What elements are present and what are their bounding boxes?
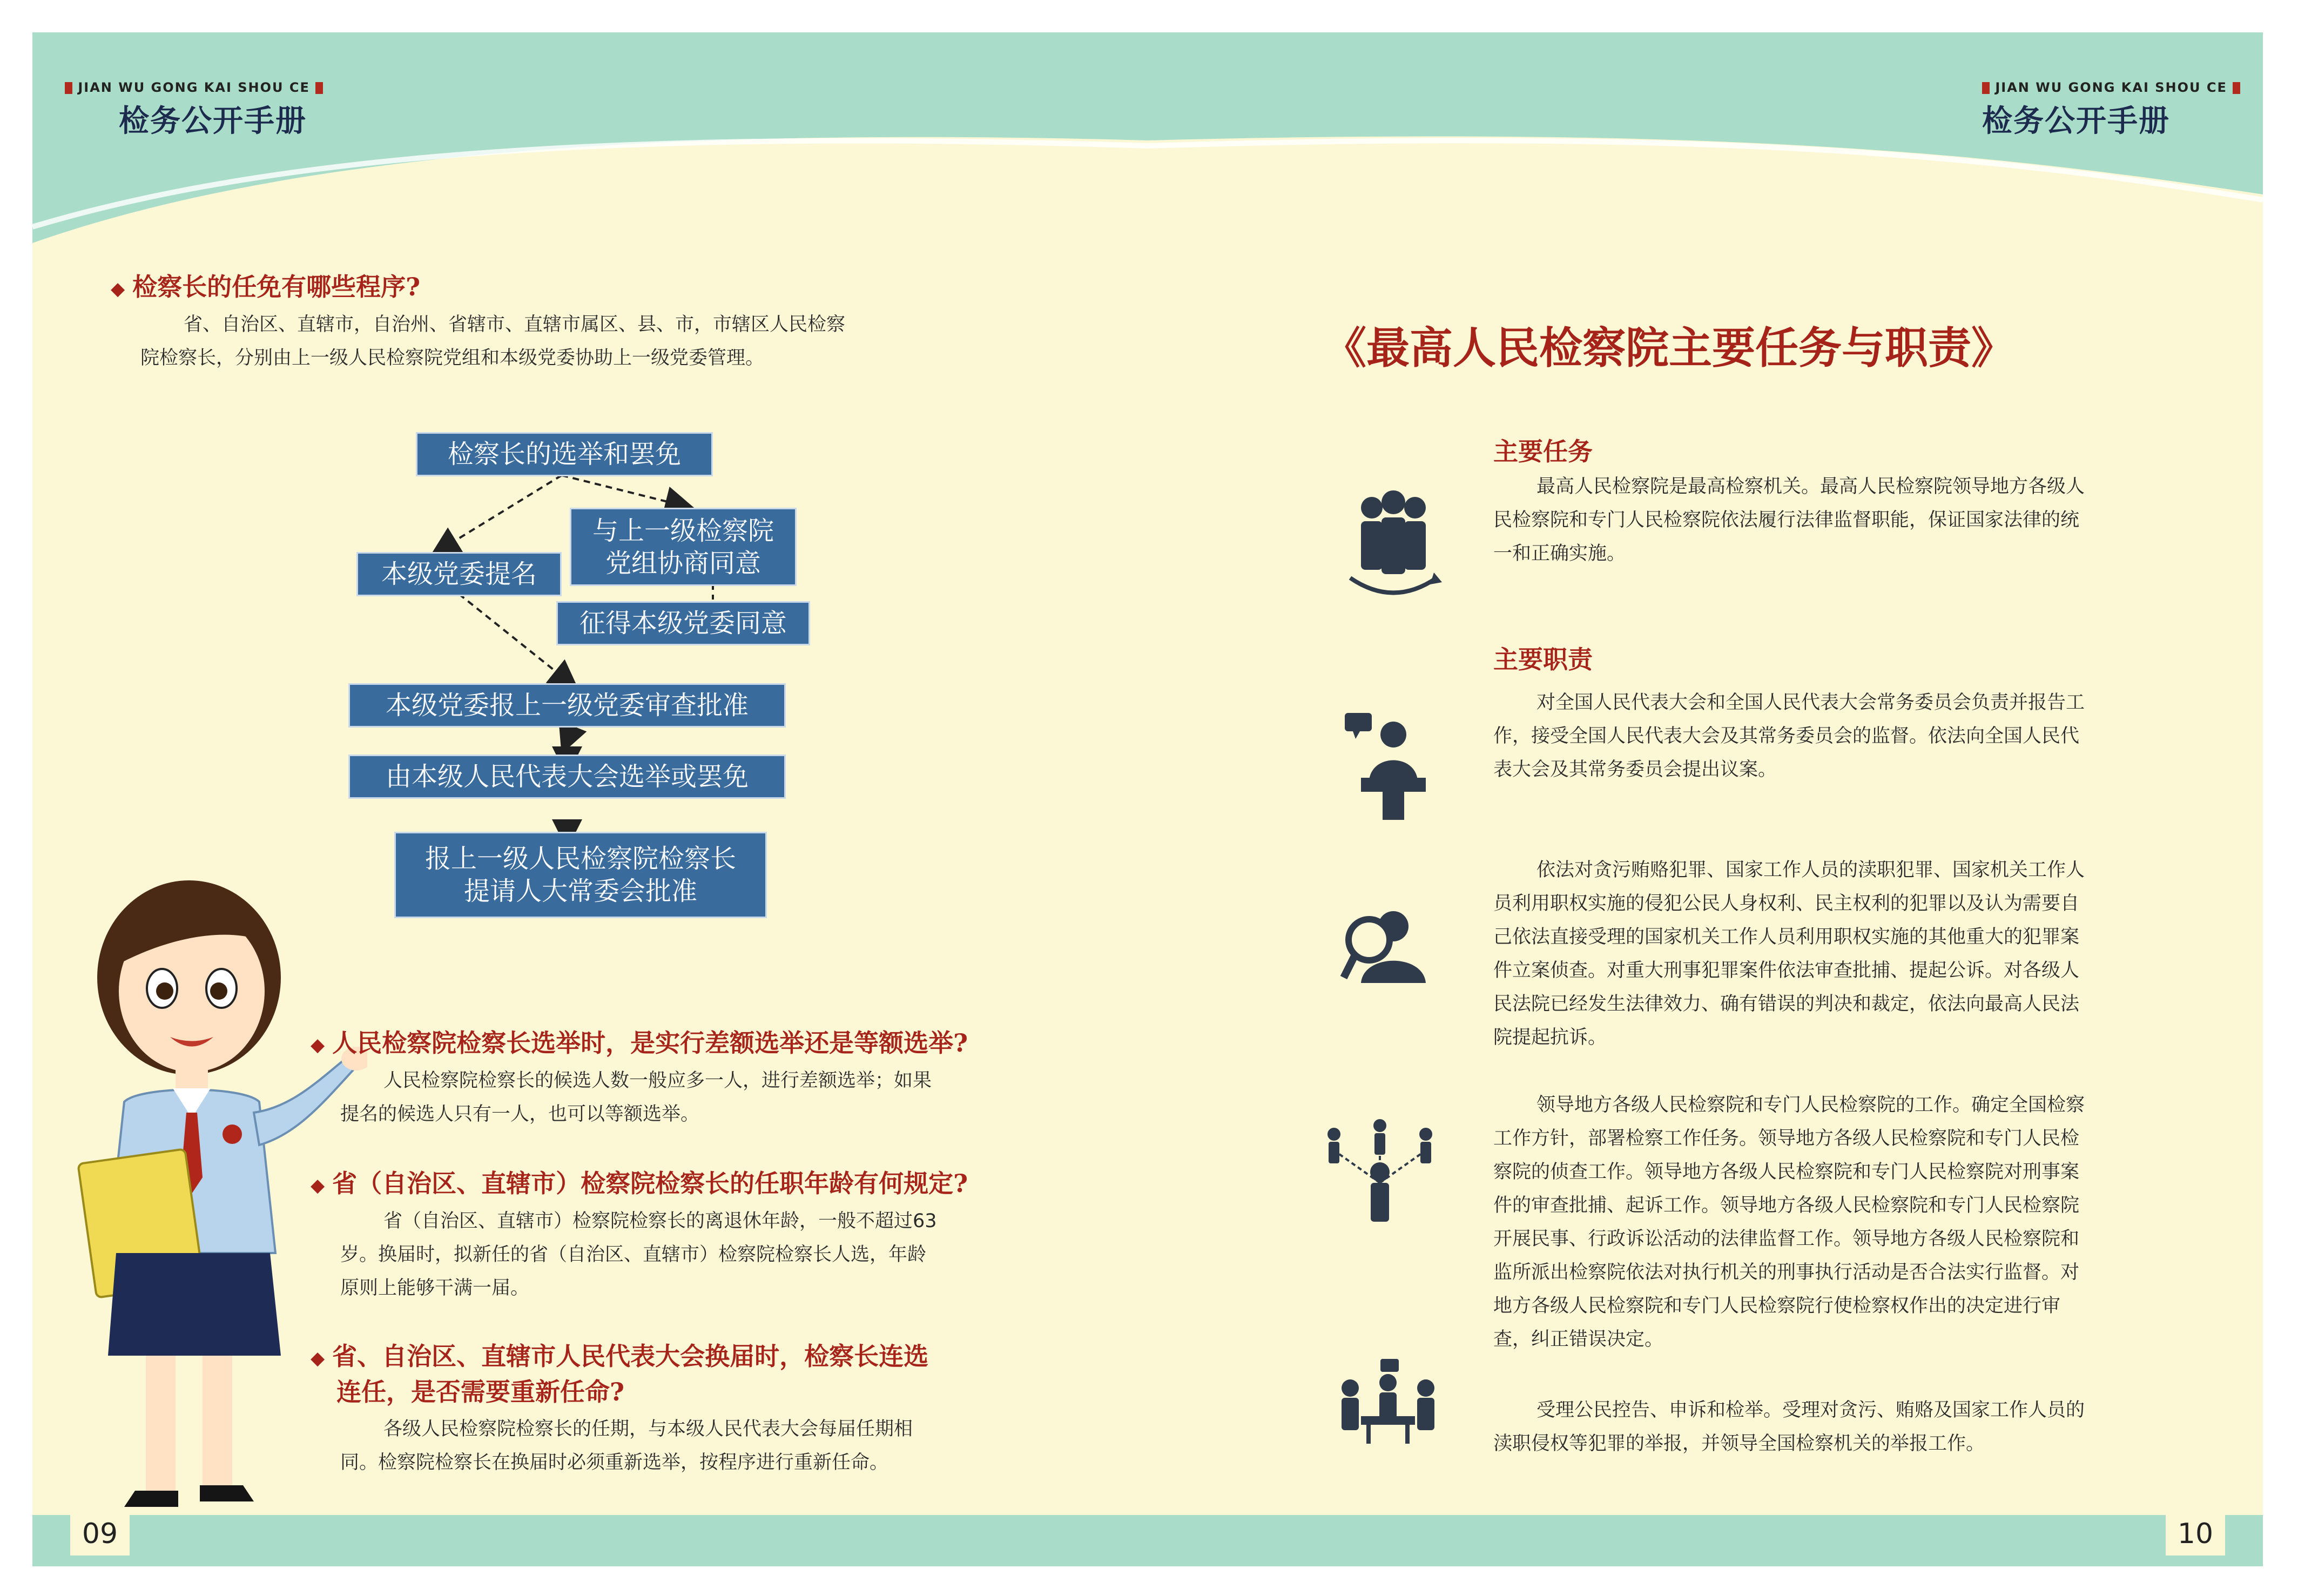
answer-4: 各级人民检察院检察长的任期，与本级人民代表大会每届任期相 同。检察院检察长在换届时必须重新选举，按程序进行重新任命。 xyxy=(340,1418,913,1473)
flow-box-consent: 征得本级党委同意 xyxy=(556,601,810,645)
duty-2-text: 依法对贪污贿赂犯罪、国家工作人员的渎职犯罪、国家机关工作人 员利用职权实施的侵犯公民人身权利、民主权利的犯罪以及认为需要自 己依法直接受理的国家机关工作人员利用职权实施的其他重大的犯罪案 件立案侦查。对重大刑事犯罪案件依法审查批捕、提起公诉。对各级人 民法院已经发生法律效力、确有错误的判决和裁定，依法向最高人民法 院提起抗诉。 xyxy=(1493,859,2085,1048)
question-2: ◆ 人民检察院检察长选举时，是实行差额选举还是等额选举? xyxy=(311,1028,968,1058)
right-page-title: 《最高人民检察院主要任务与职责》 xyxy=(1323,322,2014,373)
duty-4-text: 受理公民控告、申诉和检举。受理对贪污、贿赂及国家工作人员的 渎职侵权等犯罪的举报，并领导全国检察机关的举报工作。 xyxy=(1493,1399,2085,1454)
header-title: 检务公开手册 xyxy=(1982,104,2170,139)
flow-box-election: 检察长的选举和罢免 xyxy=(416,432,713,476)
main-duties-heading: 主要职责 xyxy=(1493,645,1593,674)
header-title: 检务公开手册 xyxy=(119,104,307,139)
header-pinyin: JIAN WU GONG KAI SHOU CE xyxy=(1995,80,2227,95)
question-3: ◆ 省（自治区、直辖市）检察院检察长的任职年龄有何规定? xyxy=(311,1169,968,1198)
flow-box-nomination: 本级党委提名 xyxy=(356,552,562,596)
duty-3-text: 领导地方各级人民检察院和专门人民检察院的工作。确定全国检察 工作方针，部署检察工作任务。领导地方各级人民检察院和专门人民检 察院的侦查工作。领导地方各级人民检察院和专门人民检察院对刑事案 件的审查批捕、起诉工作。领导地方各级人民检察院和专门人民检察院 开展民事、行政诉讼活动的法律监督工作。领导地方各级人民检察院和 监所派出检察院依法对执行机关的刑事执行活动是否合法实行监督。对 地方各级人民检察院和专门人民检察院行使检察权作出的决定进行审 查，纠正错误决定。 xyxy=(1493,1094,2085,1350)
network-leader-icon xyxy=(1318,1118,1442,1226)
duty-1-text: 对全国人民代表大会和全国人民代表大会常务委员会负责并报告工 作，接受全国人民代表大会及其常务委员会的监督。依法向全国人民代 表大会及其常务委员会提出议案。 xyxy=(1493,692,2085,780)
answer-3: 省（自治区、直辖市）检察院检察长的离退休年龄，一般不超过63 岁。换届时，拟新任的省（自治区、直辖市）检察院检察长人选，年龄 原则上能够干满一届。 xyxy=(340,1210,937,1299)
flow-box-report-approval: 本级党委报上一级党委审查批准 xyxy=(348,683,786,728)
podium-speaker-icon xyxy=(1339,708,1426,826)
flow-box-consultation: 与上一级检察院 党组协商同意 xyxy=(570,508,797,586)
question-1: ◆ 检察长的任免有哪些程序? xyxy=(111,272,421,301)
meeting-table-icon xyxy=(1334,1356,1442,1447)
flow-box-congress-vote: 由本级人民代表大会选举或罢免 xyxy=(348,755,786,799)
flow-box-submit-approval: 报上一级人民检察院检察长 提请人大常委会批准 xyxy=(394,832,767,918)
page-number-left: 09 xyxy=(70,1512,130,1555)
answer-2: 人民检察院检察长的候选人数一般应多一人，进行差额选举；如果 提名的候选人只有一人，也可以等额选举。 xyxy=(340,1070,932,1125)
main-tasks-text: 最高人民检察院是最高检察机关。最高人民检察院领导地方各级人 民检察院和专门人民检察院依法履行法律监督职能，保证国家法律的统 一和正确实施。 xyxy=(1493,476,2085,564)
header-pinyin: JIAN WU GONG KAI SHOU CE xyxy=(78,80,310,95)
page-number-right: 10 xyxy=(2166,1512,2225,1555)
main-tasks-heading: 主要任务 xyxy=(1493,437,1593,466)
team-circle-icon xyxy=(1339,486,1447,605)
bottom-band xyxy=(32,1515,2263,1566)
answer-1: 省、自治区、直辖市，自治州、省辖市、直辖市属区、县、市，市辖区人民检察 院检察长，分别由上一级人民检察院党组和本级党委协助上一级党委管理。 xyxy=(140,314,846,369)
brochure-spread xyxy=(32,32,2263,1566)
question-4: ◆ 省、自治区、直辖市人民代表大会换届时，检察长连选 连任，是否需要重新任命? xyxy=(311,1342,929,1406)
magnifier-investigator-icon xyxy=(1339,902,1426,988)
